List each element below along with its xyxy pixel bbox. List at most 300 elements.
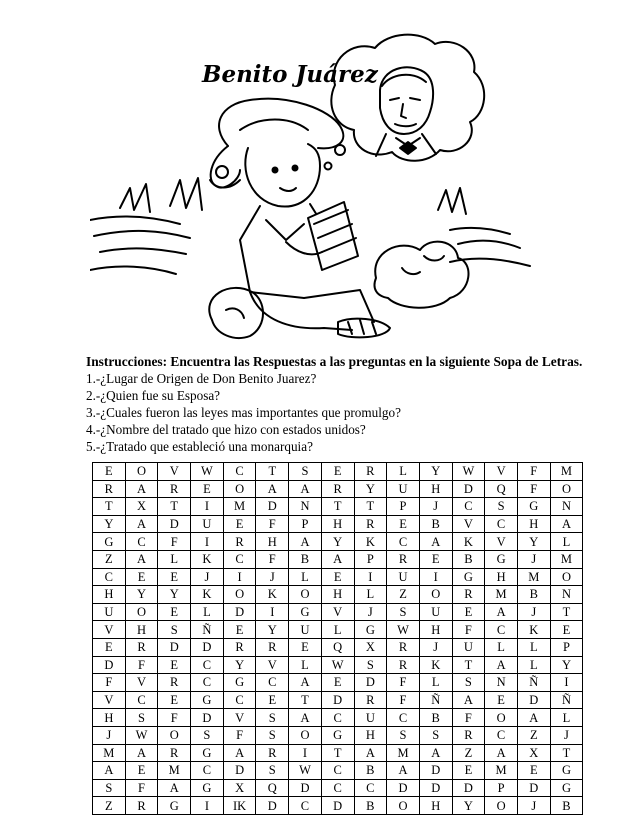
grid-cell: F [256, 515, 289, 533]
grid-cell: E [158, 691, 191, 709]
grid-cell: C [289, 797, 322, 815]
grid-row [93, 568, 583, 586]
grid-cell: Y [550, 656, 583, 674]
grid-cell: G [93, 533, 126, 551]
grid-row [93, 621, 583, 639]
grid-cell: P [289, 515, 322, 533]
grid-cell: H [93, 709, 126, 727]
grid-cell: P [354, 550, 387, 568]
grid-row [93, 603, 583, 621]
grid-cell: A [289, 709, 322, 727]
grid-cell: L [289, 656, 322, 674]
grid-cell: T [289, 691, 322, 709]
grid-cell: O [289, 586, 322, 604]
grid-cell: Ñ [550, 691, 583, 709]
grid-row [93, 550, 583, 568]
grid-cell: R [452, 586, 485, 604]
grid-cell: I [289, 744, 322, 762]
grid-cell: Y [419, 463, 452, 481]
grid-cell: R [354, 515, 387, 533]
grid-row [93, 726, 583, 744]
grid-cell: C [256, 674, 289, 692]
grid-row [93, 480, 583, 498]
instructions-block [86, 353, 606, 455]
grid-row [93, 762, 583, 780]
grid-cell: P [550, 638, 583, 656]
grid-cell: X [517, 744, 550, 762]
grid-cell: J [191, 568, 224, 586]
grid-cell: F [256, 550, 289, 568]
grid-cell: O [125, 603, 158, 621]
grid-cell: O [419, 586, 452, 604]
grid-cell: I [354, 568, 387, 586]
grid-cell: E [93, 463, 126, 481]
grid-cell: M [517, 568, 550, 586]
grid-cell: D [223, 603, 256, 621]
grid-cell: C [452, 498, 485, 516]
grid-cell: A [485, 744, 518, 762]
grid-cell: G [223, 674, 256, 692]
grid-cell: H [125, 621, 158, 639]
grid-row [93, 674, 583, 692]
grid-cell: H [321, 586, 354, 604]
page-title: Benito Juárez [202, 61, 378, 88]
grid-cell: M [387, 744, 420, 762]
grid-cell: Y [223, 656, 256, 674]
grid-cell: A [125, 480, 158, 498]
grid-cell: B [354, 762, 387, 780]
grid-cell: D [452, 480, 485, 498]
grid-cell: G [321, 726, 354, 744]
grid-row [93, 656, 583, 674]
grid-cell: S [191, 726, 224, 744]
grid-cell: E [321, 568, 354, 586]
grid-cell: G [191, 744, 224, 762]
grid-cell: E [158, 656, 191, 674]
grid-row [93, 498, 583, 516]
grid-cell: B [517, 586, 550, 604]
grid-cell: H [419, 621, 452, 639]
grid-cell: M [550, 463, 583, 481]
grid-cell: Y [256, 621, 289, 639]
grid-cell: R [354, 463, 387, 481]
grid-cell: S [256, 726, 289, 744]
grid-cell: D [289, 779, 322, 797]
grid-cell: M [550, 550, 583, 568]
grid-cell: R [125, 638, 158, 656]
grid-cell: V [485, 533, 518, 551]
grid-cell: R [158, 674, 191, 692]
grid-cell: D [517, 779, 550, 797]
grid-cell: D [158, 638, 191, 656]
grid-cell: D [419, 779, 452, 797]
grid-cell: K [354, 533, 387, 551]
grid-cell: H [256, 533, 289, 551]
grid-cell: F [223, 726, 256, 744]
grid-cell: A [485, 603, 518, 621]
grid-cell: H [321, 515, 354, 533]
grid-cell: A [125, 515, 158, 533]
grid-cell: IK [223, 797, 256, 815]
grid-cell: L [550, 533, 583, 551]
grid-cell: A [158, 779, 191, 797]
grid-cell: E [550, 621, 583, 639]
grid-cell: R [125, 797, 158, 815]
grid-cell: R [387, 550, 420, 568]
grid-cell: X [354, 638, 387, 656]
grid-cell: G [289, 603, 322, 621]
grid-cell: J [419, 638, 452, 656]
grid-cell: L [191, 603, 224, 621]
grid-cell: S [387, 603, 420, 621]
portrait-bubble [325, 35, 485, 170]
grid-cell: S [387, 726, 420, 744]
grid-cell: E [452, 762, 485, 780]
grid-cell: U [387, 480, 420, 498]
grid-cell: J [93, 726, 126, 744]
grid-cell: U [387, 568, 420, 586]
grid-cell: F [93, 674, 126, 692]
grid-cell: S [125, 709, 158, 727]
grid-cell: D [158, 515, 191, 533]
grid-cell: S [158, 621, 191, 639]
grid-cell: A [93, 762, 126, 780]
instructions-heading: Instrucciones: Encuentra las Respuestas a las preguntas en la siguiente Sopa de Letras. [86, 354, 583, 369]
grid-cell: E [158, 603, 191, 621]
grid-cell: J [419, 498, 452, 516]
grid-row [93, 463, 583, 481]
grid-cell: H [485, 568, 518, 586]
grid-cell: A [452, 691, 485, 709]
grid-cell: E [125, 762, 158, 780]
grid-cell: U [289, 621, 322, 639]
grid-cell: S [485, 498, 518, 516]
grid-cell: L [485, 638, 518, 656]
grid-cell: G [191, 691, 224, 709]
grid-cell: B [452, 550, 485, 568]
grid-cell: M [485, 762, 518, 780]
grid-cell: I [419, 568, 452, 586]
grid-cell: S [289, 463, 322, 481]
grid-cell: A [125, 550, 158, 568]
grid-cell: K [256, 586, 289, 604]
grid-cell: D [256, 498, 289, 516]
grid-cell: P [485, 779, 518, 797]
grid-row [93, 515, 583, 533]
grid-cell: O [223, 480, 256, 498]
grid-cell: C [191, 656, 224, 674]
grid-cell: A [223, 744, 256, 762]
grid-cell: R [158, 744, 191, 762]
grid-cell: V [452, 515, 485, 533]
grid-cell: R [93, 480, 126, 498]
grid-cell: C [321, 762, 354, 780]
grid-cell: M [485, 586, 518, 604]
grid-cell: E [419, 550, 452, 568]
grid-cell: J [256, 568, 289, 586]
grid-cell: G [550, 762, 583, 780]
grid-cell: C [354, 779, 387, 797]
grid-cell: E [93, 638, 126, 656]
grid-cell: B [354, 797, 387, 815]
grid-row [93, 797, 583, 815]
child-reading-figure [210, 99, 390, 338]
grid-cell: E [485, 691, 518, 709]
grid-cell: A [387, 762, 420, 780]
grid-cell: K [419, 656, 452, 674]
grid-cell: O [158, 726, 191, 744]
grid-cell: A [517, 709, 550, 727]
grid-cell: C [191, 762, 224, 780]
grid-cell: V [93, 691, 126, 709]
grid-cell: A [289, 480, 322, 498]
grid-cell: V [158, 463, 191, 481]
grid-cell: E [191, 480, 224, 498]
grid-cell: D [387, 779, 420, 797]
grid-cell: E [452, 603, 485, 621]
grid-cell: F [517, 480, 550, 498]
grid-cell: L [354, 586, 387, 604]
grid-cell: C [387, 709, 420, 727]
grid-cell: L [517, 656, 550, 674]
grid-cell: T [550, 744, 583, 762]
grid-cell: U [452, 638, 485, 656]
grid-cell: C [485, 726, 518, 744]
grid-cell: D [256, 797, 289, 815]
grid-cell: G [550, 779, 583, 797]
grid-cell: W [191, 463, 224, 481]
grid-cell: W [321, 656, 354, 674]
grid-cell: E [289, 638, 322, 656]
grid-cell: D [191, 709, 224, 727]
grid-cell: I [191, 797, 224, 815]
grid-cell: D [354, 674, 387, 692]
grid-cell: U [419, 603, 452, 621]
grid-cell: I [191, 498, 224, 516]
grid-cell: K [517, 621, 550, 639]
grid-row [93, 744, 583, 762]
grid-cell: T [321, 498, 354, 516]
grid-cell: A [485, 656, 518, 674]
grid-cell: D [517, 691, 550, 709]
grid-cell: U [354, 709, 387, 727]
grid-cell: H [93, 586, 126, 604]
grid-cell: V [223, 709, 256, 727]
grid-cell: H [419, 480, 452, 498]
grid-cell: F [125, 656, 158, 674]
grid-cell: Ñ [419, 691, 452, 709]
grid-cell: A [256, 480, 289, 498]
grid-cell: R [158, 480, 191, 498]
grid-cell: G [517, 498, 550, 516]
grid-row [93, 638, 583, 656]
grid-cell: Z [93, 797, 126, 815]
grid-cell: C [125, 533, 158, 551]
grid-cell: D [321, 797, 354, 815]
grid-cell: S [93, 779, 126, 797]
grid-cell: A [321, 550, 354, 568]
grid-row [93, 586, 583, 604]
grid-cell: J [354, 603, 387, 621]
grid-row [93, 709, 583, 727]
grid-cell: F [387, 691, 420, 709]
grid-cell: B [550, 797, 583, 815]
grid-cell: B [419, 515, 452, 533]
word-search-grid-body [93, 463, 583, 815]
grid-cell: T [158, 498, 191, 516]
grid-cell: E [256, 691, 289, 709]
grid-cell: D [223, 762, 256, 780]
grid-cell: Y [517, 533, 550, 551]
grid-cell: C [321, 709, 354, 727]
grid-cell: A [289, 533, 322, 551]
grid-cell: I [256, 603, 289, 621]
grid-cell: C [485, 621, 518, 639]
grid-cell: Y [354, 480, 387, 498]
grid-cell: E [321, 674, 354, 692]
grid-cell: N [550, 586, 583, 604]
grid-cell: F [125, 779, 158, 797]
grid-cell: O [550, 568, 583, 586]
grid-cell: C [93, 568, 126, 586]
grid-cell: F [158, 709, 191, 727]
grid-cell: F [517, 463, 550, 481]
grid-cell: T [256, 463, 289, 481]
grid-cell: E [158, 568, 191, 586]
grid-cell: E [387, 515, 420, 533]
grid-cell: T [550, 603, 583, 621]
grid-cell: Z [93, 550, 126, 568]
grid-cell: T [354, 498, 387, 516]
grid-cell: L [289, 568, 322, 586]
grid-cell: G [191, 779, 224, 797]
grid-cell: A [419, 533, 452, 551]
grid-cell: J [517, 797, 550, 815]
grid-cell: G [452, 568, 485, 586]
grid-cell: O [289, 726, 322, 744]
grid-cell: C [223, 691, 256, 709]
grid-cell: C [191, 674, 224, 692]
grid-cell: Ñ [517, 674, 550, 692]
grid-cell: A [289, 674, 322, 692]
question-5: 5.-¿Tratado que estableció una monarquia? [86, 439, 313, 454]
grid-cell: L [419, 674, 452, 692]
grid-cell: M [158, 762, 191, 780]
question-1: 1.-¿Lugar de Origen de Don Benito Juarez? [86, 371, 317, 386]
grid-cell: S [452, 674, 485, 692]
grid-cell: E [321, 463, 354, 481]
grid-cell: D [191, 638, 224, 656]
grid-cell: E [223, 621, 256, 639]
grid-cell: X [125, 498, 158, 516]
grid-cell: A [125, 744, 158, 762]
grid-cell: G [354, 621, 387, 639]
grid-cell: Q [256, 779, 289, 797]
grid-cell: V [93, 621, 126, 639]
grid-cell: S [256, 709, 289, 727]
grid-cell: R [223, 638, 256, 656]
grid-cell: P [387, 498, 420, 516]
grid-cell: B [289, 550, 322, 568]
grid-cell: I [191, 533, 224, 551]
grid-cell: F [452, 621, 485, 639]
grid-cell: Q [485, 480, 518, 498]
grid-cell: F [452, 709, 485, 727]
question-4: 4.-¿Nombre del tratado que hizo con estados unidos? [86, 422, 366, 437]
grid-cell: Y [125, 586, 158, 604]
grid-cell: G [158, 797, 191, 815]
grid-cell: H [517, 515, 550, 533]
grid-cell: O [125, 463, 158, 481]
grid-cell: J [517, 603, 550, 621]
word-search-grid [92, 462, 583, 815]
grid-row [93, 533, 583, 551]
grid-cell: V [485, 463, 518, 481]
grid-cell: E [223, 515, 256, 533]
grid-cell: D [321, 691, 354, 709]
grid-cell: A [354, 744, 387, 762]
grid-cell: W [289, 762, 322, 780]
grid-cell: D [93, 656, 126, 674]
grid-cell: V [256, 656, 289, 674]
grid-cell: K [191, 586, 224, 604]
grid-cell: J [517, 550, 550, 568]
grid-cell: A [419, 744, 452, 762]
grid-cell: E [125, 568, 158, 586]
grid-cell: I [223, 568, 256, 586]
grid-cell: O [485, 797, 518, 815]
grid-cell: W [452, 463, 485, 481]
grid-cell: R [452, 726, 485, 744]
grid-cell: H [354, 726, 387, 744]
grid-cell: C [223, 463, 256, 481]
grid-cell: Q [321, 638, 354, 656]
grid-cell: O [485, 709, 518, 727]
grid-cell: Y [93, 515, 126, 533]
grid-cell: G [485, 550, 518, 568]
grid-row [93, 691, 583, 709]
grid-cell: Z [517, 726, 550, 744]
grid-cell: C [223, 550, 256, 568]
grid-cell: S [419, 726, 452, 744]
grid-cell: L [321, 621, 354, 639]
grid-cell: K [452, 533, 485, 551]
question-3: 3.-¿Cuales fueron las leyes mas importantes que promulgo? [86, 405, 401, 420]
grid-cell: D [419, 762, 452, 780]
grid-cell: U [93, 603, 126, 621]
grid-cell: Y [158, 586, 191, 604]
grid-cell: V [125, 674, 158, 692]
grid-cell: R [223, 533, 256, 551]
grid-cell: S [256, 762, 289, 780]
grid-cell: N [289, 498, 322, 516]
grid-cell: U [191, 515, 224, 533]
grid-cell: L [387, 463, 420, 481]
grid-cell: T [452, 656, 485, 674]
grid-cell: T [93, 498, 126, 516]
grid-cell: Ñ [191, 621, 224, 639]
grid-cell: M [223, 498, 256, 516]
grid-cell: C [485, 515, 518, 533]
grid-cell: O [550, 480, 583, 498]
grid-cell: W [387, 621, 420, 639]
grid-cell: F [387, 674, 420, 692]
grid-cell: R [256, 744, 289, 762]
grid-cell: X [223, 779, 256, 797]
grid-cell: R [354, 691, 387, 709]
grid-cell: M [93, 744, 126, 762]
grid-cell: W [125, 726, 158, 744]
